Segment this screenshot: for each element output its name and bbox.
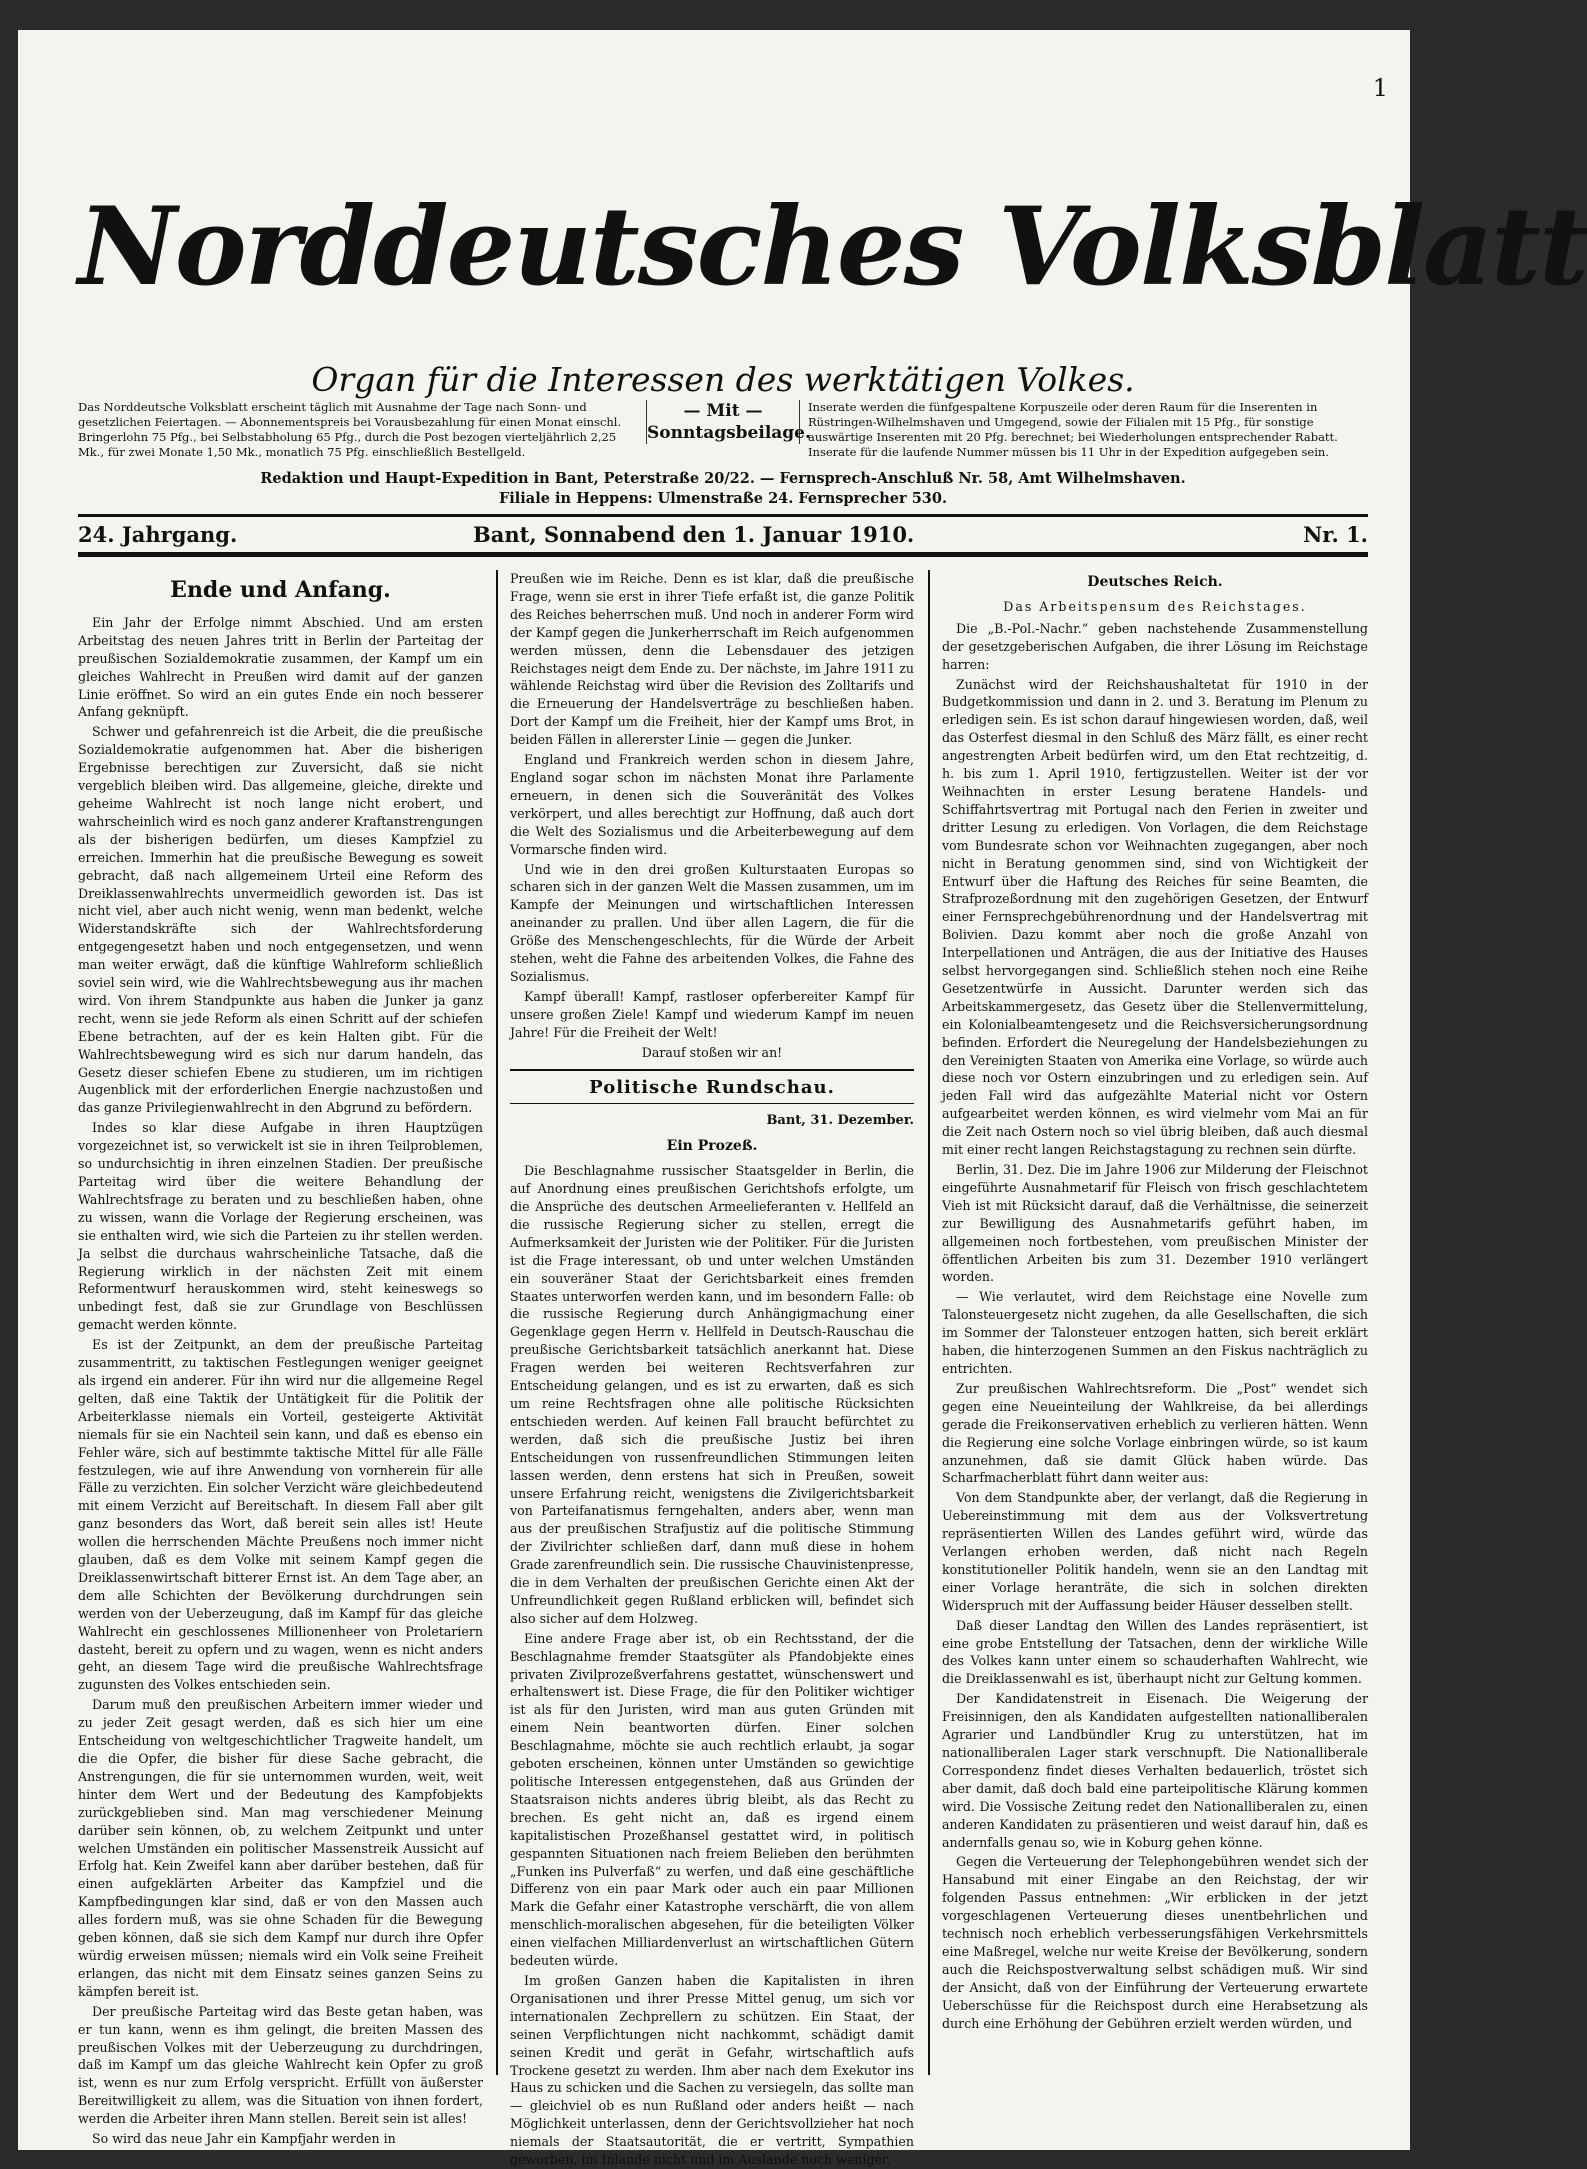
paragraph: Der Kandidatenstreit in Eisenach. Die Weigerung der Freisinnigen, den als Kandidaten aufgestellten nationalliberalen Agrarier und Landbündler Krug zu unterstützen, hat im nationalliberalen Lager stark verschnupft. Die Nationalliberale Correspondenz findet dieses Verhalten bedauerlich, tröstet sich aber damit, daß doch bald eine parteipolitische Klärung kommen wird. Die Vossische Zeitung redet den Nationalliberalen zu, einen anderen Kandidaten zu präsentieren und weist darauf hin, daß es andernfalls genau so, wie in Koburg gehen könne. (942, 1691, 1368, 1850)
dateline (78, 522, 1368, 548)
paragraph: Schwer und gefahrenreich ist die Arbeit, die die preußische Sozialdemokratie aufgenommen hat. Aber die bisherigen Ergebnisse berechtigen zur Zuversicht, daß sie nicht vergeblich bleiben wird. Das allgemeine, gleiche, direkte und geheime Wahlrecht ist noch lange nicht erobert, und wahrscheinlich wird es noch ganz anderer Kraftanstrengungen als der bisherigen bedürfen, um dieses Kampfziel zu erreichen. Immerhin hat die preußische Bewegung es soweit gebracht, daß nach allgemeinem Urteil eine Reform des Dreiklassenwahlrechts unvermeidlich geworden ist. Das ist nicht viel, aber auch nicht wenig, wenn man bedenkt, welche Widerstandskräfte sich der Wahlrechtsforderung entgegengesetzt haben und noch entgegensetzen, und wenn man weiter erwägt, daß die künftige Wahlreform schließlich soviel sein wird, wie die Wahlrechtsbewegung aus ihr machen wird. Von ihrem Standpunkte aus haben die Junker ja ganz recht, wenn sie jede Reform als einen Schritt auf der schiefen Ebene betrachten, auf der es kein Halten gibt. Für die Wahlrechtsbewegung wird es sich nur darum handeln, das Gesetz dieser schiefen Ebene zu studieren, um im richtigen Augenblick mit der erforderlichen Energie nachzustoßen und das ganze Privilegienwahlrecht in den Abgrund zu befördern. (78, 724, 483, 1116)
paragraph: Berlin, 31. Dez. Die im Jahre 1906 zur Milderung der Fleischnot eingeführte Ausnahmetarif für Fleisch von frisch geschlachtetem Vieh ist mit Rücksicht darauf, daß die Verhältnisse, die seinerzeit zur Bewilligung des Ausnahmetarifs geführt haben, im allgemeinen noch fortbestehen, vom preußischen Minister der öffentlichen Arbeiten bis zum 31. Dezember 1910 verlängert worden. (942, 1162, 1368, 1285)
paragraph: Kampf überall! Kampf, rastloser opferbereiter Kampf für unsere großen Ziele! Kampf und wiederum Kampf im neuen Jahre! Für die Freiheit der Welt! (510, 988, 914, 1040)
issue-date: Bant, Sonnabend den 1. Januar 1910. (473, 522, 915, 547)
masthead-subtitle: Organ für die Interessen des werktätigen Volkes. (311, 360, 1135, 399)
issue-number: Nr. 1. (1303, 522, 1368, 547)
paragraph: Eine andere Frage aber ist, ob ein Rechtsstand, der die Beschlagnahme fremder Staatsgüter als Pfandobjekte eines privaten Zivilprozeßverfahrens gestattet, wünschenswert und erhaltenswert ist. Diese Frage, die für den Politiker wichtiger ist als für den Juristen, wird man aus guten Gründen mit einem Nein beantworten dürfen. Einer solchen Beschlagnahme, möchte sie auch rechtlich erlaubt, ja sogar geboten erscheinen, können unter Umständen so gewichtige politische Interessen entgegenstehen, daß aus Gründen der Staatsraison nichts anderes übrig bleibt, als das Recht zu brechen. Es geht nicht an, daß es irgend einem kapitalistischen Prozeßhansel gestattet wird, in politisch gespannten Situationen nach freiem Belieben den berühmten „Funken ins Pulverfaß“ zu werfen, und daß eine geschäftliche Differenz von ein paar Mark oder auch ein paar Millionen Mark die Gefahr einer Katastrophe verschärft, die von allem menschlich-moralischen abgesehen, für die beteiligten Völker einen vielfachen Milliardenverlust an wirtschaftlichen Gütern bedeuten würde. (510, 1630, 914, 1969)
paragraph: Die „B.-Pol.-Nachr.“ geben nachstehende Zusammenstellung der gesetzgeberischen Aufgaben, die ihrer Lösung im Reichstage harren: (942, 620, 1368, 672)
column-1 (78, 570, 483, 2147)
column-divider (496, 570, 498, 2075)
paragraph: Im großen Ganzen haben die Kapitalisten in ihren Organisationen und ihrer Presse Mittel genug, um sich vor internationalen Zechprellern zu schützen. Ein Staat, der seinen Verpflichtungen nicht nachkommt, schädigt damit seinen Kredit und gerät in Gefahr, wirtschaftlich aufs Trockene gesetzt zu werden. Ihm aber nach dem Exekutor ins Haus zu schicken und die Sachen zu versiegeln, das sollte man — gleichviel ob es nun Rußland oder anders heißt — nach Möglichkeit unterlassen, denn der Gerichtsvollzieher hat noch niemals der Staatsautorität, die er vertritt, Sympathien geworben, im Inlande nicht und im Auslande noch weniger. (510, 1972, 914, 2168)
paragraph: Darum muß den preußischen Arbeitern immer wieder und zu jeder Zeit gesagt werden, daß es sich hier um eine Entscheidung von weltgeschichtlicher Tragweite handelt, um die die Opfer, die bisher für diese Sache gebracht, die Anstrengungen, die für sie unternommen wurden, weit, weit hinter dem Wert und der Bedeutung des Kampfobjekts zurückgeblieben sind. Man mag verschiedener Meinung darüber sein können, ob, zu welchem Zeitpunkt und unter welchen Umständen ein politischer Massenstreik Aussicht auf Erfolg hat. Kein Zweifel kann aber darüber bestehen, daß für einen aufgeklärten Arbeiter das Kampfziel und die Kampfbedingungen klar sind, daß er von den Massen auch alles fordern muß, was sie ohne Schaden für die Bewegung geben können, daß sie sich dem Kampf nur durch ihre Opfer würdig erweisen müssen; niemals wird ein Volk seine Freiheit erlangen, das nicht mit dem Einsatz seines ganzen Seins zu kämpfen bereit ist. (78, 1697, 483, 1999)
paragraph: England und Frankreich werden schon in diesem Jahre, England sogar schon im nächsten Monat ihre Parlamente erneuern, in denen sich die Souveränität des Volkes verkörpert, und alles berechtigt zur Hoffnung, daß auch dort die Welt des Sozialismus und die Arbeiterbewegung auf dem Vormarsche finden wird. (510, 752, 914, 857)
paragraph: Daß dieser Landtag den Willen des Landes repräsentiert, ist eine grobe Entstellung der Tatsachen, denn der wirkliche Wille des Volkes kann unter einem so schauderhaften Wahlrecht, wie die Dreiklassenwahl es ist, überhaupt nicht zur Geltung kommen. (942, 1617, 1368, 1687)
paragraph: — Wie verlautet, wird dem Reichstage eine Novelle zum Talonsteuergesetz nicht zugehen, da alle Gesellschaften, die sich im Sommer der Talonsteuer entzogen hatten, sich bereit erklärt haben, die hinterzogenen Summen an den Fiskus nachträglich zu entrichten. (942, 1289, 1368, 1376)
article-subtitle: Ein Prozeß. (666, 1138, 758, 1155)
masthead-title: Norddeutsches Volksblatt (78, 184, 1587, 310)
section-divider (510, 1103, 914, 1104)
paragraph: Indes so klar diese Aufgabe in ihren Hauptzügen vorgezeichnet ist, so verwickelt ist sie in ihren Teilproblemen, so undurchsichtig in ihren einzelnen Stadien. Der preußische Parteitag wird über die weitere Behandlung der Wahlrechtsfrage zu beraten und zu beschließen haben, ohne zu wissen, wann die Vorlage der Regierung erscheinen, was sie enthalten wird, wie sich die Parteien zu ihr stellen werden. Ja selbst die durchaus wahrscheinliche Tatsache, daß die Regierung wirklich in der nächsten Zeit mit einem Reformentwurf herauskommen wird, steht keineswegs so unbedingt fest, daß sie zur Grundlage von Beschlüssen gemacht werden könnte. (78, 1120, 483, 1333)
paragraph: Darauf stoßen wir an! (641, 1044, 783, 1060)
section-title: Politische Rundschau. (589, 1077, 835, 1099)
paragraph: Ein Jahr der Erfolge nimmt Abschied. Und am ersten Arbeitstag des neuen Jahres tritt in Berlin der Parteitag der preußischen Sozialdemokratie zusammen, der Kampf um ein gleiches Wahlrecht in Preußen wird damit auf der ganzen Linie eröffnet. So wird an ein gutes Ende ein noch besserer Anfang geknüpft. (78, 614, 483, 720)
paragraph: Und wie in den drei großen Kulturstaaten Europas so scharen sich in der ganzen Welt die Massen zusammen, um im Kampfe der Meinungen und wirtschaftlichen Interessen aneinander zu prallen. Und über allen Lagern, die für die Größe des Menschengeschlechts, für die Würde der Arbeit stehen, weht die Fahne des arbeitenden Volkes, die Fahne des Sozialismus. (510, 861, 914, 984)
branch-address: Filiale in Heppens: Ulmenstraße 24. Fernsprecher 530. (498, 490, 948, 507)
article-title: Ende und Anfang. (170, 577, 391, 603)
page-number: 1 (1372, 74, 1388, 102)
divider (78, 514, 1368, 517)
section-heading: Deutsches Reich. (1087, 574, 1223, 590)
paragraph: Zunächst wird der Reichshaushaltetat für 1910 in der Budgetkommission und dann in 2. und 3. Beratung im Plenum zu erledigen sein. Es ist schon darauf hingewiesen worden, daß, weil das Osterfest diesmal in den Schluß des März fällt, es einer recht angestrengten Arbeit bedürfen wird, um den Etat rechtzeitig, d. h. bis zum 1. April 1910, fertigzustellen. Weiter ist der vor Weihnachten in erster Lesung beratene Handels- und Schiffahrtsvertrag mit Portugal nach den Ferien in zweiter und dritter Lesung zu erledigen. Von Vorlagen, die dem Reichstage vom Bundesrate schon vor Weihnachten zugegangen, aber noch nicht in Beratung genommen sind, sind von Wichtigkeit der Entwurf über die Haftung des Reiches für seine Beamten, die Strafprozeßordnung mit den zugehörigen Gesetzen, der Entwurf einer Fernsprechgebührenordnung und der Handelsvertrag mit Bolivien. Dazu kommt aber noch die große Anzahl von Interpellationen und Anträgen, die aus der Initiative des Hauses selbst hervorgegangen sind. Schließlich stehen noch eine Reihe Gesetzentwürfe in Aussicht. Darunter werden sich das Arbeitskammergesetz, das Gesetz über die Stellenvermittelung, ein Kolonialbeamtengesetz und die Reichsversicherungsordnung befinden. Erfordert die Neuregelung der Handelsbeziehungen zu den Vereinigten Staaten von Amerika eine Vorlage, so würde auch diese noch vor Ostern einzubringen und zu erledigen sein. Auf jeden Fall wird das aufgezählte Material nicht vor Ostern aufgearbeitet werden können, es wird vielmehr vom Mai an für die Zeit nach Ostern noch so viel übrig bleiben, daß auch diesmal mit einer recht langen Reichstagstagung zu rechnen sein dürfte. (942, 676, 1368, 1158)
volume-year: 24. Jahrgang. (78, 522, 238, 547)
newspaper-page (18, 30, 1587, 2168)
paragraph: Gegen die Verteuerung der Telephongebühren wendet sich der Hansabund mit einer Eingabe an den Reichstag, der wir folgenden Passus entnehmen: „Wir erblicken in der jetzt vorgeschlagenen Verteuerung dieses unentbehrlichen und technisch noch erheblich verbesserungsfähigen Verkehrsmittels eine Maßregel, welche nur weite Kreise der Bevölkerung, sondern auch die Reichspostverwaltung selbst schädigen muß. Wir sind der Ansicht, daß von der Einführung der Verteuerung erwartete Ueberschüsse für die Reichspost durch eine Herabsetzung als durch eine Erhöhung der Gebühren erzielt werden würden, und (942, 1854, 1368, 2031)
article-dateline: Bant, 31. Dezember. (766, 1113, 914, 1129)
subscription-info: Das Norddeutsche Volksblatt erscheint täglich mit Ausnahme der Tage nach Sonn- und gesetzlichen Feiertagen. — Abonnementspreis bei Vorausbezahlung für einen Monat einschl. Bringerlohn 75 Pfg., bei Selbstabholung 65 Pfg., durch die Post bezogen vierteljährlich 2,25 Mk., für zwei Monate 1,50 Mk., monatlich 75 Pfg. einschließlich Bestellgeld. (78, 400, 622, 459)
paragraph: Es ist der Zeitpunkt, an dem der preußische Parteitag zusammentritt, zu taktischen Festlegungen weniger geeignet als irgend ein anderer. Für ihn wird nur die allgemeine Regel gelten, daß eine Taktik der Untätigkeit für die Politik der Arbeiterklasse niemals ein Vorteil, gesteigerte Aktivität niemals für sie ein Nachteil sein kann, und daß es ebenso ein Fehler wäre, sich auf bestimmte taktische Mittel für alle Fälle festzulegen, wie auf ihre Anwendung von vornherein für alle Fälle zu verzichten. Ein solcher Verzicht wäre gleichbedeutend mit einem Verzicht auf Bereitschaft. In diesem Fall aber gilt ganz besonders das Wort, daß bereit sein alles ist! Heute wollen die herrschenden Mächte Preußens noch immer nicht glauben, daß es dem Volke mit seinem Kampf gegen die Dreiklassenwirtschaft bitterer Ernst ist. An dem Tage aber, an dem alle Schichten der Bevölkerung durchdrungen sein werden von der Ueberzeugung, daß im Kampf für das gleiche Wahlrecht ein geschlossenes Millionenheer von Proletariern dasteht, bereit zu opfern und zu wagen, wenn es nicht anders geht, an diesem Tage wird die preußische Wahlrechtsfrage zugunsten des Volkes entschieden sein. (78, 1337, 483, 1693)
column-divider (928, 570, 930, 2075)
paragraph: Von dem Standpunkte aber, der verlangt, daß die Regierung in Uebereinstimmung mit dem aus der Volksvertretung repräsentierten Willen des Landes geführt wird, würde das Verlangen erhoben werden, daß nicht nach Regeln konstitutioneller Politik handeln, wenn sie an den Landtag mit einer Vorlage heranträte, die sich in solchen direkten Widerspruch mit der Auffassung beider Häuser desselben stellt. (942, 1490, 1368, 1613)
sunday-supplement-note: — Mit — Sonntagsbeilage. (647, 401, 811, 443)
editorial-address: Redaktion und Haupt-Expedition in Bant, Peterstraße 20/22. — Fernsprech-Anschluß Nr. 58, Amt Wilhelmshaven. (260, 470, 1186, 487)
column-3 (942, 570, 1368, 2075)
section-divider (510, 1069, 914, 1071)
divider (78, 552, 1368, 557)
column-2 (510, 570, 914, 2168)
paragraph: So wird das neue Jahr ein Kampfjahr werden in (92, 2131, 396, 2147)
paragraph: Preußen wie im Reiche. Denn es ist klar, daß die preußische Frage, wenn sie erst in ihrer Tiefe erfaßt ist, die ganze Politik des Reiches beherrschen muß. Und noch in anderer Form wird der Kampf gegen die Junkerherrschaft im Reich aufgenommen werden müssen, denn die Lebensdauer des jetzigen Reichstages neigt dem Ende zu. Der nächste, im Jahre 1911 zu wählende Reichstag wird über die Revision des Zolltarifs und die Erneuerung der Handelsverträge zu beschließen haben. Dort der Kampf um die Freiheit, hier der Kampf ums Brot, in beiden Fällen in allererster Linie — gegen die Junker. (510, 571, 914, 748)
advertising-info: Inserate werden die fünfgespaltene Korpuszeile oder deren Raum für die Inserenten in Rüstringen-Wilhelmshaven und Umgegend, sowie der Filialen mit 15 Pfg., für sonstige auswärtige Inserenten mit 20 Pfg. berechnet; bei Wiederholungen entsprechender Rabatt. Inserate für die laufende Nummer müssen bis 11 Uhr in der Expedition aufgegeben sein. (808, 400, 1338, 459)
paragraph: Die Beschlagnahme russischer Staatsgelder in Berlin, die auf Anordnung eines preußischen Gerichtshofs erfolgte, um die Ansprüche des deutschen Armeelieferanten v. Hellfeld an die russische Regierung sicher zu stellen, erregt die Aufmerksamkeit der Juristen wie der Politiker. Für die Juristen ist die Frage interessant, ob und unter welchen Umständen ein souveräner Staat der Gerichtsbarkeit eines fremden Staates unterworfen werden kann, und im besondern Falle: ob die russische Regierung durch Anhängigmachung einer Gegenklage gegen Herrn v. Hellfeld in Deutsch-Rauschau die preußische Gerichtsbarkeit tatsächlich anerkannt hat. Diese Fragen werden bei weiteren Rechtsverfahren zur Entscheidung gelangen, und es ist zu erwarten, daß es sich um reine Rechtsfragen ohne alle politische Rücksichten entschieden werden. Auf keinen Fall braucht befürchtet zu werden, daß sich die preußische Justiz bei ihren Entscheidungen von russenfreundlichen Stimmungen leiten lassen werden, denn erstens hat sich in Preußen, soweit unsere Erfahrung reicht, wenigstens die Zivilgerichtsbarkeit von Parteifanatismus ferngehalten, anders aber, wenn man aus der preußischen Strafjustiz auf die politische Stimmung der Zivilrichter schließen darf, dann muß diese in hohem Grade zarenfreundlich sein. Die russische Chauvinistenpresse, die in dem Verhalten der preußischen Gerichte einen Akt der Unfreundlichkeit gegen Rußland erblicken will, befindet sich also sicher auf dem Holzweg. (510, 1163, 914, 1626)
article-subtitle: Das Arbeitspensum des Reichstages. (1003, 598, 1307, 614)
paragraph: Zur preußischen Wahlrechtsreform. Die „Post“ wendet sich gegen eine Neueinteilung der Wahlkreise, da bei allerdings gerade die Freikonservativen erheblich zu verlieren hätten. Wenn die Regierung eine solche Vorlage einbringen würde, so ist kaum anzunehmen, daß sie damit Glück haben würde. Das Scharfmacherblatt führt dann weiter aus: (942, 1380, 1368, 1486)
paragraph: Der preußische Parteitag wird das Beste getan haben, was er tun kann, wenn es ihm gelingt, die breiten Massen des preußischen Volkes mit der Ueberzeugung zu durchdringen, daß im Kampf um das gleiche Wahlrecht kein Opfer zu groß ist, wenn es nur zum Erfolg verspricht. Erfüllt von äußerster Bereitwilligkeit zu allem, was die Situation von ihnen fordert, werden die Arbeiter ihren Mann stellen. Bereit sein ist alles! (78, 2003, 483, 2127)
